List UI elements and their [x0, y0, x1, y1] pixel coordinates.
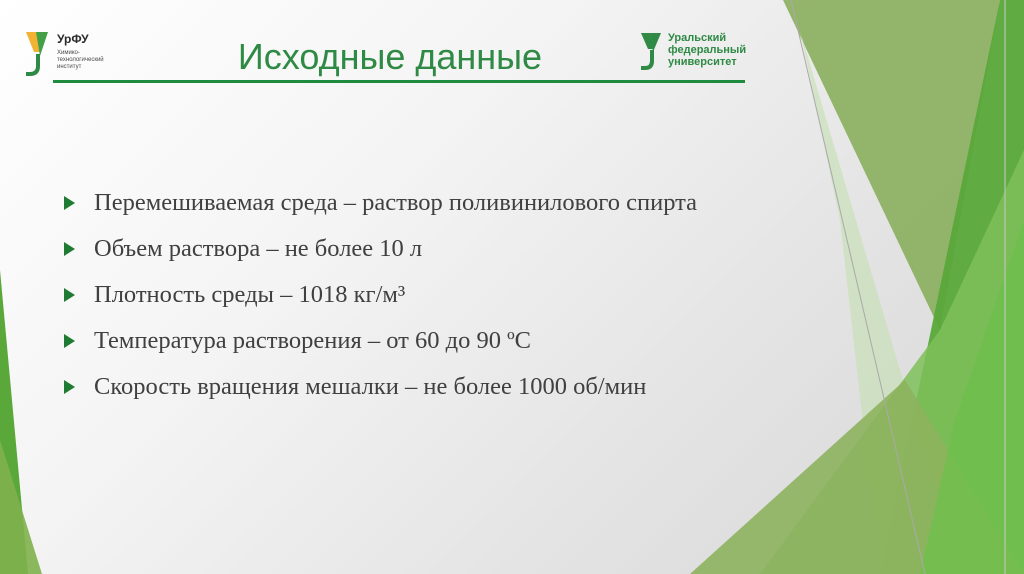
bullet-list: [60, 186, 760, 416]
left-logo-subtitle: [57, 50, 104, 71]
slide-title: Исходные данные: [237, 36, 543, 77]
right-logo-name-line: федеральный: [668, 44, 747, 56]
left-logo: [24, 30, 136, 80]
bullet-arrow-icon: [64, 288, 75, 302]
list-item-text: Плотность среды – 1018 кг/м³: [94, 281, 406, 308]
list-item-text: Температура растворения – от 60 до 90 ºС: [94, 327, 532, 354]
right-logo-name: [668, 32, 746, 68]
list-item-text: Перемешиваемая среда – раствор поливинилового спирта: [94, 189, 698, 216]
right-logo-name-line: университет: [668, 56, 737, 68]
facet-left-olive: [0, 440, 42, 574]
left-logo-subtitle-line: Химико-: [57, 50, 80, 56]
title-divider: [53, 80, 745, 83]
list-item: [60, 324, 760, 358]
left-logo-subtitle-line: институт: [57, 64, 82, 70]
bullet-arrow-icon: [64, 334, 75, 348]
bullet-arrow-icon: [64, 242, 75, 256]
right-logo: [640, 30, 770, 76]
left-logo-brand: УрФУ: [57, 32, 89, 46]
list-item: [60, 232, 760, 266]
bullet-arrow-icon: [64, 380, 75, 394]
list-item: [60, 370, 760, 404]
urfu-mark-icon: [640, 32, 662, 70]
list-item: [60, 278, 760, 312]
urfu-mark-icon: [24, 30, 50, 76]
list-item-text: Скорость вращения мешалки – не более 1000 об/мин: [94, 373, 647, 400]
left-logo-subtitle-line: технологический: [57, 57, 104, 63]
list-item-text: Объем раствора – не более 10 л: [94, 235, 423, 262]
right-logo-name-line: Уральский: [668, 32, 727, 44]
list-item: [60, 186, 760, 220]
bullet-arrow-icon: [64, 196, 75, 210]
